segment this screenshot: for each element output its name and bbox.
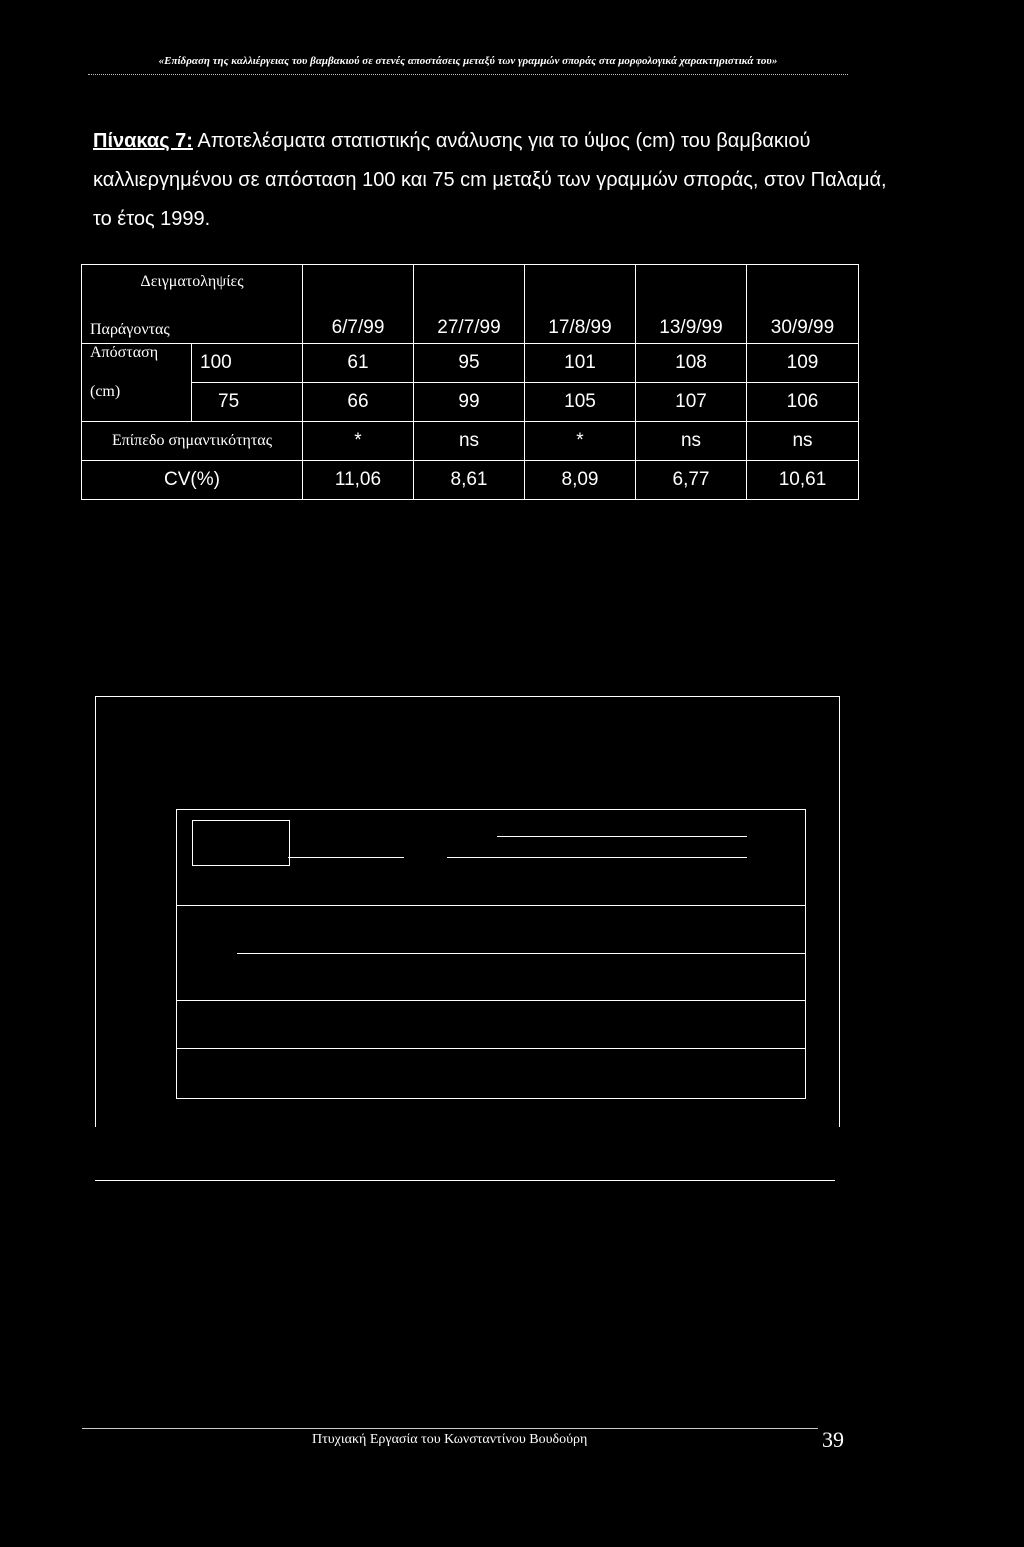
table-caption: [93, 122, 893, 239]
distance-unit-label: (cm): [82, 383, 192, 422]
rule-line: [237, 953, 805, 954]
table-cell: 99: [414, 383, 525, 422]
header-divider: [88, 74, 848, 75]
rule-line: [177, 905, 805, 906]
significance-cell: *: [525, 422, 636, 461]
factor-label: Παράγοντας: [90, 321, 170, 338]
distance-value: 75: [192, 383, 303, 422]
blank-figure-frame: [95, 696, 840, 1127]
distance-value: 100: [192, 344, 303, 383]
legend-box: [192, 820, 290, 866]
caption-text: Αποτελέσματα στατιστικής ανάλυσης για το ύψος (cm) του βαμβακιού καλλιεργημένου σε απόσταση 100 και 75 cm μεταξύ των γραμμών σποράς, στον Παλαμά, το έτος 1999.: [93, 130, 887, 230]
date-header: 30/9/99: [747, 265, 859, 344]
table-cell: 105: [525, 383, 636, 422]
rule-line: [447, 857, 747, 858]
rule-line: [288, 857, 404, 858]
date-header: 13/9/99: [636, 265, 747, 344]
rule-line: [177, 1048, 805, 1049]
caption-label: Πίνακας 7:: [93, 130, 193, 152]
page-number: 39: [822, 1427, 844, 1452]
results-table: [81, 264, 859, 500]
footer-author: Πτυχιακή Εργασία του Κωνσταντίνου Βουδούρη: [312, 1432, 588, 1447]
significance-cell: *: [303, 422, 414, 461]
running-header: «Επίδραση της καλλιέργειας του βαμβακιού σε στενές αποστάσεις μεταξύ των γραμμών σποράς στα μορφολογικά χαρακτηριστικά του»: [158, 55, 778, 67]
cv-cell: 10,61: [747, 461, 859, 500]
figure-bottom-rule: [95, 1180, 835, 1181]
cv-cell: 11,06: [303, 461, 414, 500]
table-cell: 107: [636, 383, 747, 422]
table-cell: 101: [525, 344, 636, 383]
footer-divider: [82, 1428, 818, 1429]
corner-header-cell: [82, 265, 303, 344]
table-cell: 66: [303, 383, 414, 422]
significance-cell: ns: [747, 422, 859, 461]
date-header: 6/7/99: [303, 265, 414, 344]
sampling-dates-label: Δειγματοληψίες: [140, 273, 244, 290]
inner-chart-frame: [176, 809, 806, 1099]
cv-cell: 8,61: [414, 461, 525, 500]
significance-cell: ns: [414, 422, 525, 461]
table-cell: 106: [747, 383, 859, 422]
table-cell: 61: [303, 344, 414, 383]
table-cell: 109: [747, 344, 859, 383]
table-cell: 95: [414, 344, 525, 383]
table-cell: 108: [636, 344, 747, 383]
cv-cell: 6,77: [636, 461, 747, 500]
date-header: 17/8/99: [525, 265, 636, 344]
cv-cell: 8,09: [525, 461, 636, 500]
rule-line: [497, 836, 747, 837]
date-header: 27/7/99: [414, 265, 525, 344]
cv-label: CV(%): [82, 461, 303, 500]
significance-label: Επίπεδο σημαντικότητας: [82, 422, 303, 461]
rule-line: [177, 1000, 805, 1001]
significance-cell: ns: [636, 422, 747, 461]
distance-label: Απόσταση: [82, 344, 192, 383]
